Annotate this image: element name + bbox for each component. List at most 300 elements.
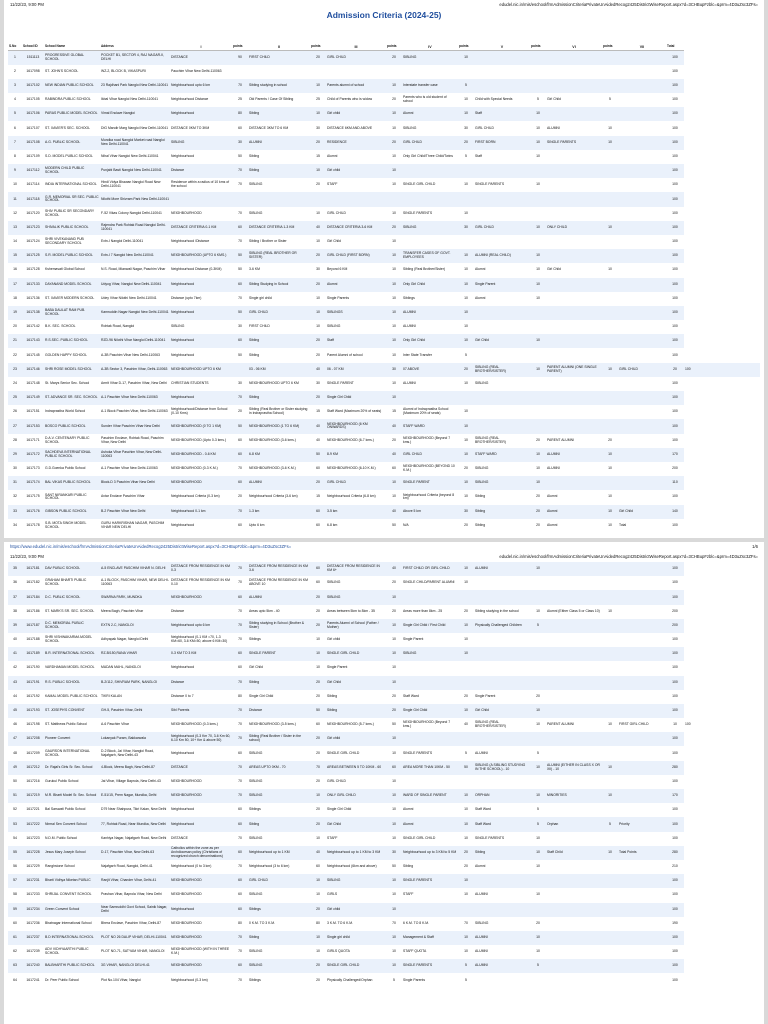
table-cell: 30 [458,505,474,519]
table-cell: 1617106 [22,107,44,121]
table-cell: BOSCO PUBLIC SCHOOL [44,419,100,433]
table-cell [602,419,618,433]
table-row [8,619,760,633]
table-cell: Kanhiya Nagar, Najafgarh Road, New Delhi [101,835,167,840]
table-cell: Block-D 3 Paschim Vihar New Delhi [100,476,170,490]
table-cell: EXTN 2-C, NANGLOI [100,619,170,633]
table-cell: 0 K.M. TO 3 K.M. [249,920,276,925]
table-cell: Neighbourhood Distance [171,97,209,102]
table-row [8,633,760,647]
table-cell [546,235,602,249]
table-row [8,207,760,221]
table-cell: 1617176 [22,505,44,519]
table-cell [618,619,666,633]
table-cell: GIRL CHILD [618,363,666,377]
table-cell [474,903,530,917]
table-cell: 10 [392,153,396,158]
table-cell [618,79,666,93]
table-cell: 1617105 [26,97,40,102]
table-cell: Alumni of Indraprastha School (Maximum 20% of seats) [403,407,449,416]
table-cell: SIBLING [475,380,489,385]
print-date: 11/22/23, 9:00 PM [10,2,44,7]
col-group-iii: III [326,21,386,51]
table-cell: 70 [238,949,242,954]
table-cell: 10 [310,874,326,888]
table-cell [618,775,666,789]
table-cell: Bhatnagar International School [45,920,92,925]
table-cell: 62 [13,949,17,954]
table-cell [546,945,602,959]
table-cell: ALUMNI [475,750,488,755]
table-cell: 10 [316,892,320,897]
table-cell: A-1 Paschim Vihar New Delhi-110063 [100,391,170,405]
table-cell: 100 [666,647,684,661]
table-cell: Neighbourhood [170,334,232,348]
table-cell: Ashoka Vihar Paschim Vihar, New Delhi-110063 [100,448,170,462]
table-cell: VARDHAMAN MODEL SCHOOL [45,665,95,670]
table-cell: 20 [392,97,396,102]
table-cell: 8 [14,153,16,158]
table-row [8,732,760,746]
table-cell: 60 [238,892,242,897]
table-cell [602,207,618,221]
table-cell [602,746,618,760]
table-cell [474,874,530,888]
table-cell: 5 [465,153,467,158]
table-cell: NEIGHBOURHOOD [171,778,202,783]
table-cell: B.K. SEC. SCHOOL [45,324,76,329]
table-cell: 10 [392,665,396,670]
col-points-ii: points [310,21,326,51]
table-cell: 20 [386,136,402,150]
table-cell: 10 [458,874,474,888]
table-cell [530,79,546,93]
table-cell: 10 [530,221,546,235]
table-cell: NEIGHBOURHOOD (BEYOND 10 K.M.) [403,464,455,473]
table-cell: NEIGHBOURHOOD [170,789,232,803]
table-cell: SINGLE GIRL CHILD [403,835,436,840]
footer-url[interactable]: https://www.edudel.nic.in/mis/eschool/frmAdmissionCriteriaPrivateUnAidedRecog2425DistrictWiseReport.aspx?d=3CHBupFzblc=&prm=4D3uZsc3ZFs= [10,544,292,549]
table-cell: Sibling [248,391,310,405]
table-cell: 60 [392,466,396,471]
table-cell: Staff [475,153,482,158]
table-cell: ORPHAN [474,789,530,803]
table-cell: Neighbourhood [170,278,232,292]
table-cell: 60 [316,864,320,869]
table-cell: DISTANCE [170,51,232,65]
table-cell: 60 [238,437,242,442]
table-cell: GH-5, Paschim Vihar, Delhi [100,704,170,718]
table-cell: 10 [386,79,402,93]
table-cell: 10 [602,761,618,775]
table-cell: 10 [602,846,618,860]
table-row [8,647,760,661]
table-row [8,363,760,377]
table-cell: GAURSON INTERNATIONAL SCHOOL [45,748,90,757]
table-cell: DISTANCE [171,835,188,840]
table-cell [602,405,618,419]
table-cell: 40 [310,846,326,860]
table-cell: 43 [8,676,22,690]
table-cell [310,192,326,206]
table-cell: SIBLING [249,835,263,840]
table-cell [530,164,546,178]
table-cell: Neighbourhood Criteria (0-3 km) [171,494,220,499]
table-cell: Physically Challenged Children [474,619,530,633]
table-cell [618,178,666,192]
table-row [8,832,760,846]
table-cell: 20 [316,608,320,613]
table-cell: 5 [537,97,539,102]
table-cell: 20 [310,817,326,831]
admission-criteria-table-page-2 [8,562,760,988]
table-row [8,931,760,945]
table-cell [170,192,232,206]
table-cell [618,931,666,945]
table-cell: 10 [602,505,618,519]
table-cell: 20 [316,807,320,812]
table-cell: 15 [392,409,396,414]
table-cell: DAYANAND MODEL SCHOOL [44,278,100,292]
table-cell: Single Girl Child [402,704,458,718]
table-cell: Neighbourhood up to 1 KM [248,846,310,860]
admission-criteria-table-page-1 [8,21,760,533]
table-cell: SINGLE PARENT [327,380,354,385]
table-row [8,562,760,576]
table-cell: 15 [8,249,22,263]
table-cell [546,164,602,178]
table-cell: 100 [672,778,678,783]
table-row [8,434,760,448]
table-cell: A-6 Paschim Vihar [101,722,130,727]
table-cell [248,65,310,79]
table-cell [474,973,530,987]
table-cell: SIBLING [248,959,310,973]
table-cell: SHRIJAL CONVENT SCHOOL [45,892,92,897]
table-cell: 3 [8,79,22,93]
table-cell: 1617175 [26,494,40,499]
table-cell: Child with Special Needs [475,97,513,102]
table-cell: 100 [672,97,678,102]
table-cell: DISTANCE FROM RESIDENCE IN KM 6+ [326,562,386,576]
table-cell: SIBLING [249,182,263,187]
table-cell: 1617123 [22,221,44,235]
table-cell: Single Parent [327,665,348,670]
table-cell: 57 [8,874,22,888]
table-cell: Neighbourhood [170,306,232,320]
table-cell [618,860,666,874]
table-cell [546,150,602,164]
table-cell: 1617146 [22,363,44,377]
table-cell: 10 [458,448,474,462]
table-cell: Distance (upto 7km) [171,295,202,300]
table-cell: 10 [536,722,540,727]
table-cell: 1617241 [26,977,40,982]
table-row [8,803,760,817]
table-cell: 18 [13,295,17,300]
table-row [8,292,760,306]
table-cell: 38 [13,608,17,613]
table-cell: 10 [310,79,326,93]
table-row [8,874,760,888]
table-cell: GIRLS QUOTA [327,949,350,954]
table-cell [602,235,618,249]
table-cell: 10 [386,732,402,746]
table-cell: 1617107 [26,125,40,130]
table-cell: 1617143 [22,334,44,348]
table-cell [474,732,530,746]
table-cell: 22 [13,352,17,357]
table-cell: Avtar Enclave Paschim Vihar [101,494,145,499]
table-cell: 10 [392,182,396,187]
table-cell [602,661,618,675]
table-cell: 5 [465,977,467,982]
table-cell: 70 [238,239,242,244]
table-cell [618,732,666,746]
table-cell [232,363,248,377]
table-cell: GRAHAM BHARTI PUBLIC SCHOOL [45,578,87,587]
table-cell: Girl child [326,903,386,917]
table-cell: Single Girl Child [327,807,352,812]
table-cell: 52 [13,807,17,812]
table-cell: DISTANCE FROM RESIDENCE IN KM 3-6 [248,562,310,576]
table-cell: 10 [464,494,468,499]
table-cell [458,661,474,675]
table-cell: STAFF WARD [474,448,530,462]
table-cell: 10 [386,903,402,917]
table-cell [546,661,602,675]
table-cell [546,292,602,306]
table-row [8,121,760,135]
table-cell: Kamruddin Nagar Nangloi New Delhi-110041 [100,306,170,320]
table-cell [546,590,602,604]
table-cell [618,945,666,959]
print-footer [4,542,764,552]
table-cell: Siblings [249,977,261,982]
table-cell: ALUMNI [403,324,416,329]
table-cell: R.S.SEC. PUBLIC SCHOOL [44,334,100,348]
table-cell: 39 [8,619,22,633]
table-cell: SIBLING [249,778,263,783]
table-cell: Gurukul Public School [45,778,79,783]
table-cell [618,562,666,576]
table-cell: Sibling [475,522,486,527]
table-cell: ALUMNI [475,892,488,897]
table-cell [474,661,530,675]
table-cell: 70 [238,864,242,869]
report-title: Admission Criteria (2024-25) [326,10,442,20]
table-cell [618,874,666,888]
table-cell: 20 [386,51,402,65]
table-cell: 280 [666,846,684,860]
table-cell: Areas upto 5km - 40 [249,608,280,613]
table-cell: 30 [386,846,402,860]
table-cell: Lokanyak Puram, Bakkarwala [100,732,170,746]
table-cell [402,676,458,690]
table-cell: AREAS BETWEEN 5 TO 10KM - 60 [326,761,386,775]
table-cell: 1617219 [22,789,44,803]
table-cell [618,903,666,917]
table-cell: Meera Bagh, Paschim Vihar [101,608,144,613]
table-cell: DISTANCE FROM RESIDENCE IN KM ABOVE 10 [249,578,308,587]
table-cell: 61 [8,931,22,945]
table-cell [602,959,618,973]
table-cell: 70 [232,79,248,93]
table-cell: GIRL CHILD (FIRST BORN) [326,249,386,263]
table-cell [602,150,618,164]
table-cell: 45 [8,704,22,718]
table-cell: 10 [392,324,396,329]
table-cell [602,562,618,576]
table-cell: A-1 Paschim Vihar New Delhi-110063 [101,466,158,471]
table-cell: 100 [666,164,684,178]
table-cell: SIBLING (REAL BROTHER/SISTER) [474,363,530,377]
table-cell [602,391,618,405]
table-cell: SINGLE GIRL CHILD [403,182,436,187]
table-cell: GIRL CHILD [402,136,458,150]
table-cell: 100 [666,79,684,93]
table-cell: 70 [238,210,242,215]
table-cell: SINGLE PARENTS [403,210,433,215]
table-cell: Ranghstone School [45,864,75,869]
table-cell: Single Parents [403,977,426,982]
table-cell: STAFF WARD [402,419,458,433]
table-cell: NEIGHBOURHOOD (5-7 kms.) [327,722,374,727]
table-cell [618,164,666,178]
table-cell: 10 [464,182,468,187]
table-cell [618,263,666,277]
table-cell: 1617191 [22,676,44,690]
table-cell: Dr. Peer Public School [45,977,79,982]
table-cell [458,775,474,789]
table-cell: SIBLING [171,324,185,329]
table-cell [546,732,602,746]
table-cell: 170 [666,789,684,803]
table-cell: 60 [232,476,248,490]
table-cell: 28 [13,437,17,442]
table-cell: 10 [458,789,474,803]
table-cell: 1617151 [26,409,40,414]
table-cell [546,917,602,931]
table-row [8,775,760,789]
table-cell: 70 [238,637,242,642]
table-cell: D79 Near Shahpura, Tikri Kalan, New Delhi [101,807,167,812]
table-cell: 10 [464,892,468,897]
table-cell: 280 [666,761,684,775]
table-cell: 44 [13,693,17,698]
table-cell: 1617222 [22,817,44,831]
table-cell: 20 [464,864,468,869]
table-cell: 10 [464,949,468,954]
table-cell: 70 [392,920,396,925]
table-cell [458,732,474,746]
table-cell [474,405,530,419]
table-cell: 10 [458,562,474,576]
table-cell: Priority [618,817,666,831]
table-cell: 70 [232,164,248,178]
table-cell: 40 [310,221,326,235]
table-cell [402,775,458,789]
table-cell: RESIDENCE [326,136,386,150]
table-cell [474,207,530,221]
table-cell: SHRI VIVEKANAND PUB SECONDARY SCHOOL [45,237,84,246]
table-cell [474,51,530,65]
table-cell: SIBLING [248,789,310,803]
table-cell: Girl Child [547,267,561,272]
table-cell: 20 [458,363,474,377]
table-cell [546,676,602,690]
table-cell: Jesus Mary Joseph School [44,846,100,860]
table-cell: 10 [392,807,396,812]
table-cell: SIBLING [326,874,386,888]
table-cell: 20 [238,409,242,414]
table-cell: 10 [310,789,326,803]
table-cell: 1617239 [26,949,40,954]
table-cell: 70 [232,619,248,633]
table-cell [618,391,666,405]
table-cell: GIRL CHILD [327,210,346,215]
table-cell: 40 [386,448,402,462]
table-cell: 70 [238,182,242,187]
table-cell: 10 [392,494,396,499]
table-cell: Girl Child [547,97,561,102]
table-cell [602,888,618,902]
table-cell: 12 [13,210,17,215]
table-cell: 50 [392,722,396,727]
table-cell: 20 [458,136,474,150]
table-cell: 100 [672,693,678,698]
table-cell: Distance [171,608,185,613]
table-cell: Neighbourhood [171,352,195,357]
table-cell [602,803,618,817]
table-cell: N/A [403,522,409,527]
table-cell: 1617231 [22,874,44,888]
table-cell [618,803,666,817]
table-cell: 10 [536,835,540,840]
table-row [8,79,760,93]
table-cell: Sibling studying in the school [475,608,519,613]
table-cell: 10 [310,107,326,121]
table-cell: 100 [666,590,684,604]
table-cell: 19 [8,306,22,320]
table-cell: 20 [310,136,326,150]
table-cell: BALBHARTHI PUBLIC SCHOOL [44,959,100,973]
table-cell [602,690,618,704]
table-cell: NEIGHBOURHOOD (WITH IN THREE K.M.) [171,947,230,956]
table-cell: 10 [392,778,396,783]
table-cell: 100 [672,210,678,215]
table-cell: 30 [464,125,468,130]
table-cell [602,860,618,874]
table-cell [530,661,546,675]
table-cell: 42 [13,665,17,670]
table-cell: 10 [602,448,618,462]
table-cell: 10 [608,494,612,499]
table-cell: 10 [464,324,468,329]
table-cell: 1617149 [22,391,44,405]
table-cell [546,405,602,419]
table-cell: 10 [464,437,468,442]
table-cell: Staff [326,334,386,348]
table-row [8,377,760,391]
table-cell: 30 [316,267,320,272]
table-cell: Alumni [547,522,558,527]
table-cell: 3G VIHAR, NANGLOI DELHI-41 [100,959,170,973]
col-group-i: I [170,21,232,51]
table-cell: 10 [386,931,402,945]
table-cell: 10 [530,476,546,490]
table-cell: 5 [530,817,546,831]
